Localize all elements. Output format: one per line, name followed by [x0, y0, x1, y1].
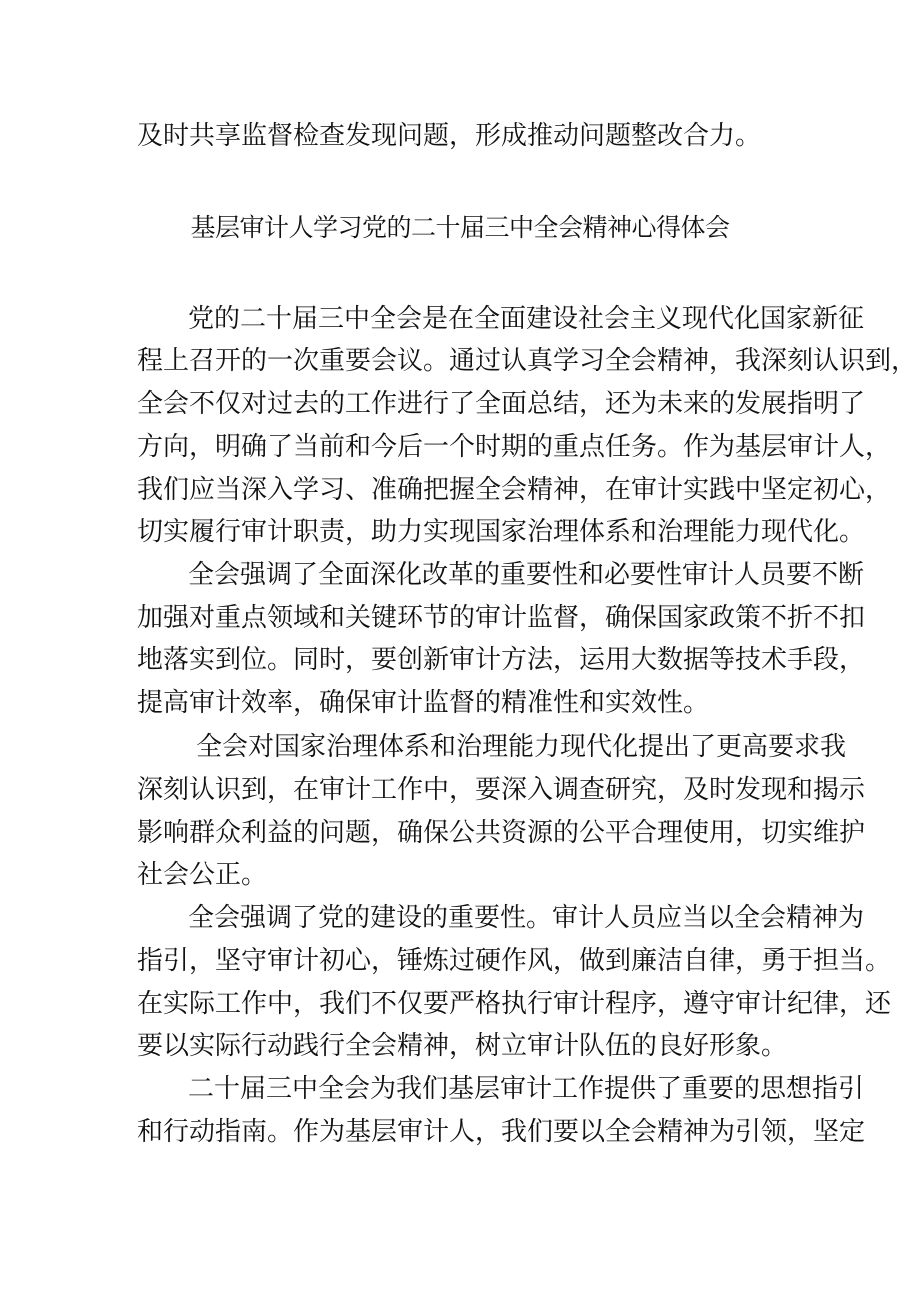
- document-title: 基层审计人学习党的二十届三中全会精神心得体会: [190, 213, 730, 242]
- paragraph-line: 要以实际行动践行全会精神，树立审计队伍的良好形象。: [137, 1031, 788, 1061]
- carryover-line: 及时共享监督检查发现问题，形成推动问题整改合力。: [137, 121, 762, 151]
- paragraph-line: 我们应当深入学习、准确把握全会精神，在审计实践中坚定初心，: [137, 475, 892, 505]
- paragraph-line: 全会对国家治理体系和治理能力现代化提出了更高要求我: [196, 732, 847, 762]
- paragraph-line: 影响群众利益的问题，确保公共资源的公平合理使用，切实维护: [137, 818, 866, 848]
- paragraph-line: 二十届三中全会为我们基层审计工作提供了重要的思想指引: [188, 1074, 865, 1104]
- paragraph-line: 党的二十届三中全会是在全面建设社会主义现代化国家新征: [188, 304, 865, 334]
- paragraph-line: 深刻认识到，在审计工作中，要深入调查研究，及时发现和揭示: [137, 775, 866, 805]
- paragraph-line: 地落实到位。同时，要创新审计方法，运用大数据等技术手段，: [137, 645, 866, 675]
- paragraph-line: 程上召开的一次重要会议。通过认真学习全会精神，我深刻认识到，: [137, 346, 918, 376]
- paragraph-line: 和行动指南。作为基层审计人，我们要以全会精神为引领，坚定: [137, 1117, 866, 1147]
- paragraph-line: 加强对重点领域和关键环节的审计监督，确保国家政策不折不扣: [137, 603, 866, 633]
- paragraph-line: 全会强调了党的建设的重要性。审计人员应当以全会精神为: [188, 903, 865, 933]
- paragraph-line: 切实履行审计职责，助力实现国家治理体系和治理能力现代化。: [137, 517, 866, 547]
- paragraph-line: 在实际工作中，我们不仅要严格执行审计程序，遵守审计纪律，还: [137, 989, 892, 1019]
- paragraph-line: 指引，坚守审计初心，锤炼过硬作风，做到廉洁自律，勇于担当。: [137, 946, 892, 976]
- paragraph-line: 社会公正。: [137, 860, 268, 890]
- paragraph-line: 全会强调了全面深化改革的重要性和必要性审计人员要不断: [188, 560, 865, 590]
- paragraph-line: 提高审计效率，确保审计监督的精准性和实效性。: [137, 688, 710, 718]
- paragraph-line: 全会不仅对过去的工作进行了全面总结，还为未来的发展指明了: [137, 389, 866, 419]
- paragraph-line: 方向，明确了当前和今后一个时期的重点任务。作为基层审计人，: [137, 432, 892, 462]
